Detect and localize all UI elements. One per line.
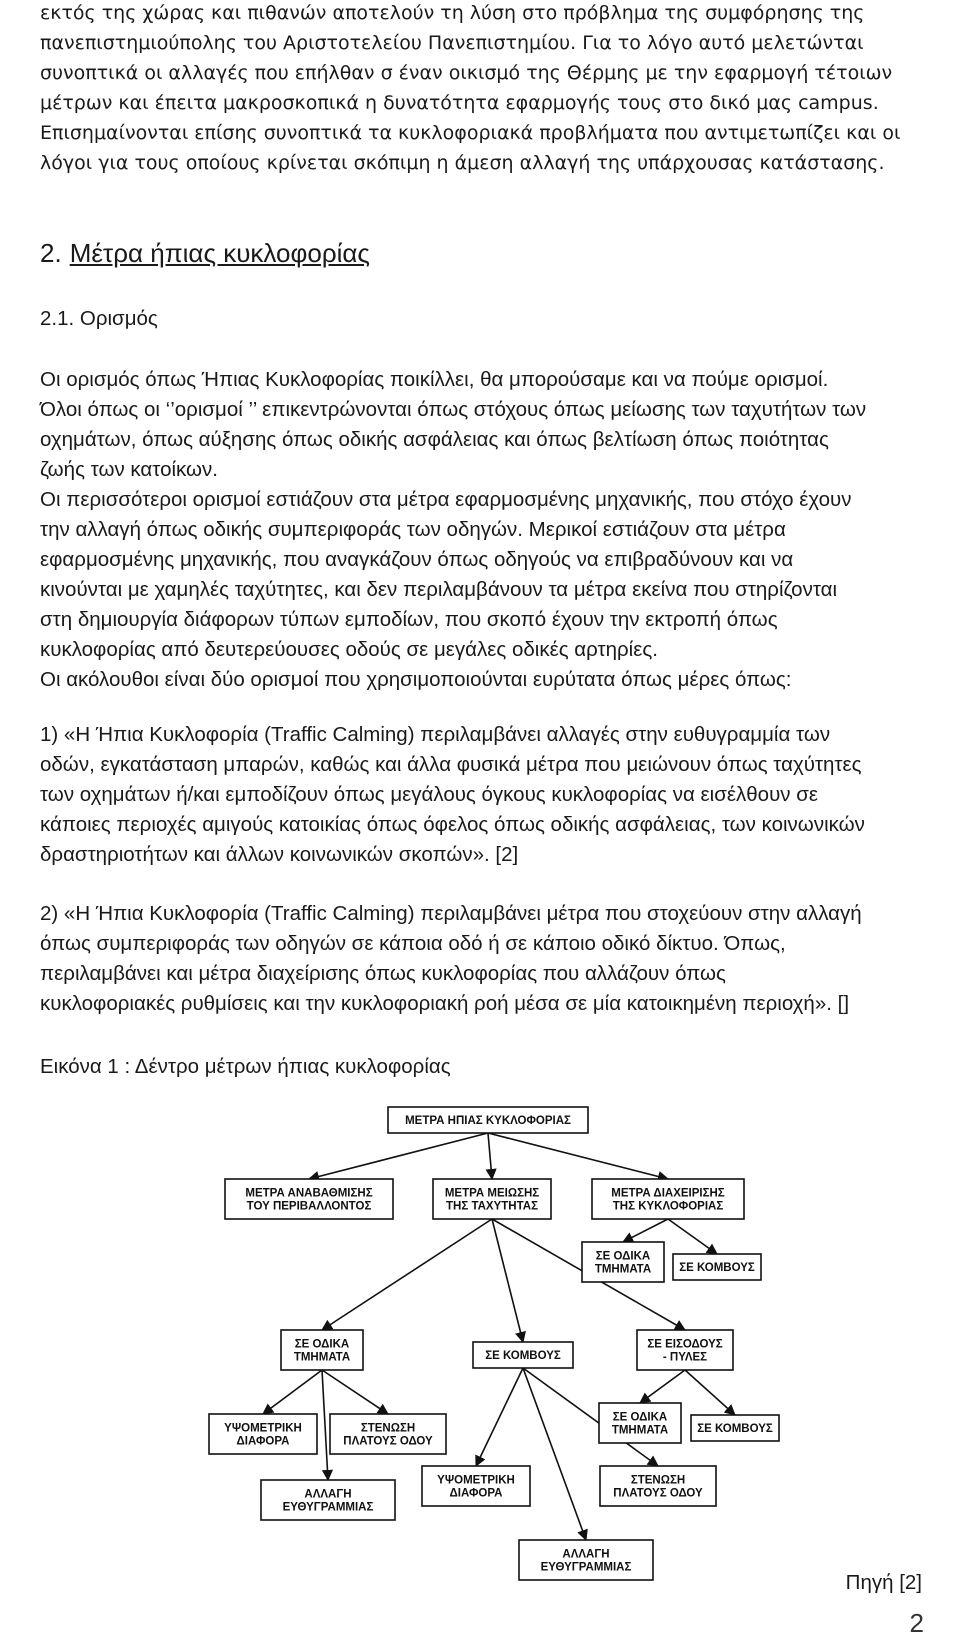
text-line: των οχημάτων ή/και εμποδίζουν όπως μεγάλους όγκους κυκλοφορίας να εισέλθουν σε xyxy=(40,783,819,806)
text-line: συνοπτικά οι αλλαγές που επήλθαν σ έναν οικισμό της Θέρμης με την εφαρμογή τέτοιων xyxy=(40,62,893,84)
text-line: Όλοι όπως οι ‘’ορισμοί ’’ επικεντρώνονται όπως στόχους όπως μείωσης των ταχυτήτων των xyxy=(40,398,867,421)
diagram-node-label: ΤΗΣ ΚΥΚΛΟΦΟΡΙΑΣ xyxy=(612,1200,724,1213)
page-number: 2 xyxy=(909,1608,924,1638)
diagram-node-label: ΔΙΑΦΟΡΑ xyxy=(236,1435,290,1448)
diagram-node-label: ΣΕ ΚΟΜΒΟΥΣ xyxy=(679,1262,755,1274)
text-line: Επισημαίνονται επίσης συνοπτικά τα κυκλοφοριακά προβλήματα που αντιμετωπίζει και οι xyxy=(40,122,901,144)
section-title: Μέτρα ήπιας κυκλοφορίας xyxy=(69,238,370,268)
text-line: οχημάτων, όπως αύξησης όπως οδικής ασφάλειας και όπως βελτίωση όπως ποιότητας xyxy=(40,428,829,451)
text-line: κυκλοφοριακές ρυθμίσεις και την κυκλοφοριακή ροή μέσα σε μία κατοικημένη περιοχή». [] xyxy=(40,992,850,1015)
diagram-node-gate-seg xyxy=(599,1403,681,1443)
diagram-node-label: ΤΜΗΜΑΤΑ xyxy=(594,1263,652,1276)
diagram-node-label: ΕΥΘΥΓΡΑΜΜΙΑΣ xyxy=(282,1501,374,1514)
diagram-node-gate-node xyxy=(691,1415,779,1441)
diagram-node-label: ΣΕ ΟΔΙΚΑ xyxy=(612,1411,668,1424)
diagram-node-label: ΣΕ ΕΙΣΟΔΟΥΣ xyxy=(647,1338,723,1351)
diagram-node-label: ΑΛΛΑΓΗ xyxy=(304,1488,352,1501)
subsection-heading: 2.1. Ορισμός xyxy=(40,307,158,330)
diagram-node-seg-align xyxy=(261,1480,395,1520)
text-line: κινούνται με χαμηλές ταχύτητες, και δεν περιλαμβάνουν τα μέτρα εκείνα που στηρίζονται xyxy=(40,578,838,601)
text-line: λόγοι για τους οποίους κρίνεται σκόπιμη η άμεση αλλαγή της υπάρχουσας κατάστασης. xyxy=(40,152,885,174)
diagram-node-label: ΤΜΗΜΑΤΑ xyxy=(293,1351,351,1364)
diagram-arrow xyxy=(640,1370,685,1403)
diagram-node-label: ΥΨΟΜΕΤΡΙΚΗ xyxy=(224,1422,302,1435)
diagram-arrow xyxy=(492,1219,523,1342)
text-line: δραστηριοτήτων και άλλων κοινωνικών σκοπών». [2] xyxy=(40,843,519,866)
diagram-node-node-align xyxy=(519,1540,653,1580)
diagram-node-root xyxy=(388,1107,588,1133)
diagram-node-label: ΣΕ ΚΟΜΒΟΥΣ xyxy=(697,1423,773,1435)
text-line: οδών, εγκατάσταση μπαρών, καθώς και άλλα φυσικά μέτρα που μειώνουν όπως ταχύτητες xyxy=(40,753,862,776)
diagram-node-seg-vert xyxy=(209,1414,317,1454)
diagram-node-mgmt-node xyxy=(673,1254,761,1280)
text-line: Οι ορισμός όπως Ήπιας Κυκλοφορίας ποικίλλει, θα μπορούσαμε και να πούμε ορισμοί. xyxy=(40,368,829,391)
text-line: 1) «Η Ήπια Κυκλοφορία (Traffic Calming) περιλαμβάνει αλλαγές στην ευθυγραμμία των xyxy=(40,723,831,746)
text-line: κυκλοφορίας από δευτερεύουσες οδούς σε μεγάλες οδικές αρτηρίες. xyxy=(40,638,658,661)
diagram-arrow xyxy=(322,1370,328,1480)
diagram-node-sp-node xyxy=(473,1342,573,1368)
text-line: εκτός της χώρας και πιθανών αποτελούν τη λύση στο πρόβλημα της συμφόρησης της xyxy=(40,2,865,24)
diagram-arrow xyxy=(685,1370,735,1415)
text-line: μέτρων και έπειτα μακροσκοπικά η δυνατότητα εφαρμογής τους στο δικό μας campus. xyxy=(40,92,879,114)
diagram-arrow xyxy=(488,1133,668,1179)
diagram-node-node-vert xyxy=(422,1466,530,1506)
diagram-node-label: ΜΕΤΡΑ ΗΠΙΑΣ ΚΥΚΛΟΦΟΡΙΑΣ xyxy=(405,1115,571,1127)
diagram-node-label: - ΠΥΛΕΣ xyxy=(662,1351,708,1364)
diagram-node-label: ΣΕ ΟΔΙΚΑ xyxy=(595,1250,651,1263)
diagram-node-label: ΣΕ ΚΟΜΒΟΥΣ xyxy=(485,1350,561,1362)
diagram-node-sp-gate xyxy=(637,1330,733,1370)
diagram-node-label: ΜΕΤΡΑ ΑΝΑΒΑΘΜΙΣΗΣ xyxy=(245,1187,373,1200)
diagram-node-label: ΤΗΣ ΤΑΧΥΤΗΤΑΣ xyxy=(446,1200,538,1213)
diagram-node-label: ΕΥΘΥΓΡΑΜΜΙΑΣ xyxy=(540,1561,632,1574)
diagram-node-label: ΜΕΤΡΑ ΔΙΑΧΕΙΡΙΣΗΣ xyxy=(611,1187,725,1200)
diagram-node-label: ΣΤΕΝΩΣΗ xyxy=(360,1422,416,1435)
section-number: 2. xyxy=(40,238,62,268)
diagram-arrow xyxy=(488,1133,492,1179)
diagram-arrow xyxy=(309,1133,488,1179)
text-line: κάποιες περιοχές αμιγούς κατοικίας όπως όφελος όπως οδικής ασφάλειας, των κοινωνικών xyxy=(40,813,865,836)
text-line: ζωής των κατοίκων. xyxy=(40,458,218,481)
diagram-arrow xyxy=(263,1370,322,1414)
text-line: περιλαμβάνει και μέτρα διαχείρισης όπως κυκλοφορίας που αλλάζουν όπως xyxy=(40,962,726,985)
diagram-arrow xyxy=(322,1219,492,1330)
diagram-node-label: ΑΛΛΑΓΗ xyxy=(562,1548,610,1561)
diagram-node-mgmt xyxy=(592,1179,744,1219)
diagram-node-label: ΜΕΤΡΑ ΜΕΙΩΣΗΣ xyxy=(444,1187,540,1200)
diagram-node-label: ΣΤΕΝΩΣΗ xyxy=(630,1474,686,1487)
diagram-node-seg-narrow xyxy=(330,1414,446,1454)
diagram-arrow xyxy=(322,1370,388,1414)
diagram-node-env xyxy=(225,1179,393,1219)
diagram-node-node-narrow xyxy=(600,1466,716,1506)
diagram-node-label: ΠΛΑΤΟΥΣ ΟΔΟΥ xyxy=(613,1487,703,1500)
diagram-arrow xyxy=(668,1219,717,1254)
text-line: πανεπιστημιούπολης του Αριστοτελείου Πανεπιστημίου. Για το λόγο αυτό μελετώνται xyxy=(40,32,864,54)
diagram-node-label: ΔΙΑΦΟΡΑ xyxy=(449,1487,503,1500)
diagram-node-mgmt-seg xyxy=(582,1242,664,1282)
text-line: 2) «Η Ήπια Κυκλοφορία (Traffic Calming) περιλαμβάνει μέτρα που στοχεύουν στην αλλαγή xyxy=(40,902,862,925)
text-line: όπως συμπεριφοράς των οδηγών σε κάποια οδό ή σε κάποιο οδικό δίκτυο. Όπως, xyxy=(40,932,786,955)
text-line: στη δημιουργία διάφορων τύπων εμποδίων, που σκοπό έχουν την εκτροπή όπως xyxy=(40,608,778,631)
diagram-node-label: ΤΟΥ ΠΕΡΙΒΑΛΛΟΝΤΟΣ xyxy=(246,1200,372,1213)
diagram-node-label: ΤΜΗΜΑΤΑ xyxy=(611,1424,669,1437)
figure-caption: Εικόνα 1 : Δέντρο μέτρων ήπιας κυκλοφορίας xyxy=(40,1055,451,1078)
figure-source: Πηγή [2] xyxy=(845,1571,922,1594)
text-line: την αλλαγή όπως οδικής συμπεριφοράς των οδηγών. Μερικοί εστιάζουν στα μέτρα xyxy=(40,518,786,541)
diagram-node-label: ΣΕ ΟΔΙΚΑ xyxy=(294,1338,350,1351)
diagram-arrow xyxy=(476,1368,523,1466)
diagram-node-label: ΠΛΑΤΟΥΣ ΟΔΟΥ xyxy=(343,1435,433,1448)
diagram-node-speed xyxy=(433,1179,551,1219)
diagram-arrow xyxy=(623,1219,668,1242)
text-line: Οι ακόλουθοι είναι δύο ορισμοί που χρησιμοποιούνται ευρύτατα όπως μέρες όπως: xyxy=(40,668,792,691)
text-line: εφαρμοσμένης μηχανικής, που αναγκάζουν όπως οδηγούς να επιβραδύνουν και να xyxy=(40,548,794,571)
diagram-node-label: ΥΨΟΜΕΤΡΙΚΗ xyxy=(437,1474,515,1487)
diagram-arrow xyxy=(523,1368,586,1540)
text-line: Οι περισσότεροι ορισμοί εστιάζουν στα μέτρα εφαρμοσμένης μηχανικής, που στόχο έχουν xyxy=(40,488,852,511)
diagram-node-sp-seg xyxy=(281,1330,363,1370)
